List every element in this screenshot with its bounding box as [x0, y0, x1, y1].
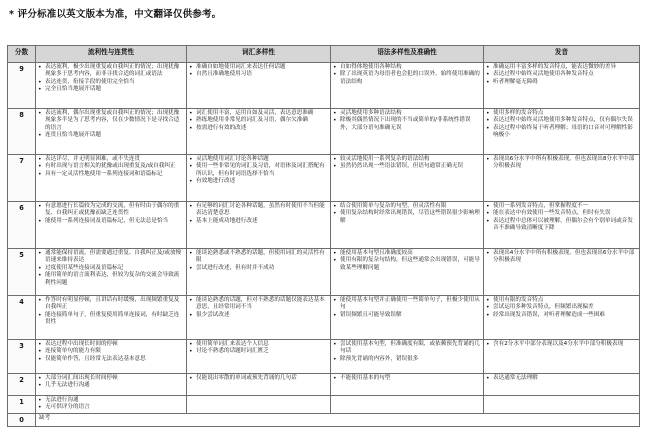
descriptor-list [333, 156, 481, 171]
descriptor-list [333, 250, 481, 272]
descriptor-list [38, 250, 184, 287]
descriptor-list [486, 64, 637, 86]
descriptor-item: • 除预先背诵的内容外，错误很多 [333, 356, 481, 363]
descriptor-item: • 作答时有明显停顿，且讲话有时缓慢，出现频繁重复及自我纠正 [38, 297, 184, 312]
descriptor-item: • 灵活地使用词汇讨论各种话题 [189, 156, 328, 163]
descriptor-item: • 几乎无法进行沟通 [38, 382, 184, 389]
descriptor-cell-lexical [187, 109, 331, 155]
table-row [8, 296, 640, 340]
descriptor-item: • 具有一定灵活性地使用一系列连接词和语篇标记 [38, 171, 184, 178]
table-row [8, 249, 640, 296]
descriptor-cell-grammar [331, 340, 484, 374]
descriptor-item: • 过度使用某些连接词及语篇标记 [38, 265, 184, 272]
descriptor-item: • 表达流利，偶尔出现重复或自我纠正的情况；出现犹豫现象多半是为了思考内容，仅在少数情况下是寻找合适的语言 [38, 110, 184, 132]
descriptor-item: • 尝试进行改述，但有时并不成功 [189, 265, 328, 272]
descriptor-item: • 尝试使用基本句型，但准确度有限，或依赖预先背诵的几句话 [333, 341, 481, 356]
descriptor-item: • 使用有限的复杂句结构，但这些通常会出现错误，可能导致某些理解问题 [333, 257, 481, 272]
descriptor-cell-lexical [187, 249, 331, 296]
descriptor-list [333, 203, 481, 225]
descriptor-cell-fluency [36, 396, 187, 414]
descriptor-list [486, 297, 637, 319]
descriptor-list [189, 64, 328, 79]
descriptor-item: • 连接简单句的能力有限 [38, 348, 184, 355]
descriptor-item: • 大部分词汇间出现长时间停顿 [38, 375, 184, 382]
band-score: 8 [8, 109, 36, 155]
descriptor-item: • 错误频繁且可能导致误解 [333, 312, 481, 319]
descriptor-list [486, 110, 637, 140]
descriptor-item: • 使用多样的发音特点 [486, 110, 637, 117]
descriptor-item: • 使用一系列发音特点，但掌握程度不一 [486, 203, 637, 210]
descriptor-item: • 能用简单的语言流利表达，但较为复杂的交流会导致流利性问题 [38, 272, 184, 287]
band-score: 9 [8, 63, 36, 109]
descriptor-cell-pronunciation [484, 340, 640, 374]
descriptor-cell-lexical [187, 396, 331, 414]
descriptor-cell-pronunciation [484, 396, 640, 414]
band-score: 2 [8, 374, 36, 396]
descriptor-cell-fluency [36, 202, 187, 249]
descriptor-cell-grammar [331, 396, 484, 414]
descriptor-item: • 连贯且恰当地展开话题 [38, 132, 184, 139]
descriptor-list [38, 203, 184, 225]
band-score: 1 [8, 396, 36, 414]
descriptor-cell-pronunciation [484, 202, 640, 249]
descriptor-cell-grammar [331, 109, 484, 155]
descriptor-cell-pronunciation [484, 63, 640, 109]
descriptor-cell-fluency [36, 340, 187, 374]
table-row [8, 340, 640, 374]
descriptor-list [38, 341, 184, 363]
descriptor-item: • 表达连贯，衔接手段的使用完全恰当 [38, 79, 184, 86]
descriptor-list [486, 203, 637, 233]
descriptor-item: • 表达过程中始终灵活地使用多种发音特点，仅有偶尔失误 [486, 117, 637, 124]
descriptor-cell-fluency [36, 296, 187, 340]
descriptor-item: • 经常出现发音错误，对听者理解造成一些困难 [486, 312, 637, 319]
descriptor-item: • 结合使用简单与复杂的句型，但灵活性有限 [333, 203, 481, 210]
descriptor-item: • 除了出现英语为母语者也会犯的口误外，始终使用准确的语法结构 [333, 71, 481, 86]
table-row [8, 109, 640, 155]
descriptor-list [189, 203, 328, 225]
descriptor-list [333, 341, 481, 363]
descriptor-list [333, 375, 481, 382]
band-score: 3 [8, 340, 36, 374]
band-description: 缺考 [36, 414, 640, 427]
descriptor-item: • 表达过程中出现长时间的停顿 [38, 341, 184, 348]
descriptor-list [333, 110, 481, 132]
descriptor-list [189, 110, 328, 132]
descriptor-item: • 使用简单词汇来表达个人信息 [189, 341, 328, 348]
descriptor-item: • 准确运用丰富多样的发音特点，能表达微妙的差异 [486, 64, 637, 71]
descriptor-cell-pronunciation [484, 296, 640, 340]
descriptor-item: • 使用复杂结构时经常出现错误，尽管这些错误很少影响理解 [333, 210, 481, 225]
band-score: 5 [8, 249, 36, 296]
descriptor-item: • 自然且准确地使用习语 [189, 71, 328, 78]
band-score: 0 [8, 414, 36, 427]
descriptor-list [38, 297, 184, 327]
descriptor-list [189, 297, 328, 319]
descriptor-cell-fluency [36, 155, 187, 202]
descriptor-item: • 能谈论熟悉或不熟悉的话题，但使用词汇的灵活性有限 [189, 250, 328, 265]
header-pronunciation: 发音 [484, 46, 640, 63]
descriptor-item: • 表达详尽，并无明显困难，或不失连贯 [38, 156, 184, 163]
descriptor-cell-lexical [187, 374, 331, 396]
descriptor-item: • 通常能保持语流，但需要通过重复、自我纠正及/或放慢语速来维持表达 [38, 250, 184, 265]
descriptor-item: • 表达过程中始终灵活地使用各种发音特点 [486, 71, 637, 78]
descriptor-item: • 使用有限的发音特点 [486, 297, 637, 304]
descriptor-list [38, 156, 184, 178]
header-fluency-coherence: 流利性与连贯性 [36, 46, 187, 63]
descriptor-item: • 含有2分水平中部分表现以及4分水平中部分积极表现 [486, 341, 637, 348]
descriptor-cell-grammar [331, 155, 484, 202]
header-lexical-resource: 词汇多样性 [187, 46, 331, 63]
descriptor-item: • 自如得体地使用各种结构 [333, 64, 481, 71]
descriptor-cell-pronunciation [484, 155, 640, 202]
descriptor-item: • 能使用基本句型且准确度较高 [333, 250, 481, 257]
descriptor-item: • 尝试运用多种发音特点，但频繁出现偏差 [486, 304, 637, 311]
descriptor-item: • 熟练地使用非常见的词汇及习语，偶尔欠准确 [189, 117, 328, 124]
descriptor-item: • 仅能说出零散的单词或预先背诵的几句话 [189, 375, 328, 382]
table-body [8, 63, 640, 427]
band-descriptors-table [7, 45, 640, 427]
descriptor-item: • 词汇使用丰富，运用自如及灵活，表达意思准确 [189, 110, 328, 117]
descriptor-cell-pronunciation [484, 249, 640, 296]
descriptor-item: • 准确自如地使用词汇来表达任何话题 [189, 64, 328, 71]
descriptor-cell-pronunciation [484, 109, 640, 155]
descriptor-item: • 能使用一系列连接词及语篇标记，但无法总是恰当 [38, 218, 184, 225]
descriptor-list [189, 250, 328, 272]
descriptor-cell-fluency [36, 249, 187, 296]
table-row [8, 396, 640, 414]
descriptor-list [333, 64, 481, 86]
descriptor-item: • 表达过程中总体可以被理解，但偶尔会有个别单词或音发音不准确导致清晰度下降 [486, 218, 637, 233]
band-score: 7 [8, 155, 36, 202]
descriptor-item: • 有足够的词汇讨论各种话题，虽然有时使用不当但能表达清楚意思 [189, 203, 328, 218]
descriptor-list [486, 341, 637, 348]
descriptor-item: • 能在表达中有效使用一些发音特点，但时有失误 [486, 210, 637, 217]
descriptor-item: • 能谈论熟悉的话题，但对不熟悉的话题仅能表达基本意思，且经常用词不当 [189, 297, 328, 312]
descriptor-item: • 表现出6分水平中所有积极表现，但也表现出8分水平中部分积极表现 [486, 156, 637, 171]
band-score: 6 [8, 202, 36, 249]
descriptor-cell-pronunciation [484, 374, 640, 396]
descriptor-list [38, 375, 184, 390]
band-score: 4 [8, 296, 36, 340]
descriptor-cell-lexical [187, 63, 331, 109]
descriptor-item: • 除极其偶然情况下出现的不当或简单的/非系统性错误外，大部分语句准确无误 [333, 117, 481, 132]
table-row [8, 155, 640, 202]
table-row [8, 414, 640, 427]
descriptor-item: • 不能使用基本的句型 [333, 375, 481, 382]
descriptor-item: • 很少尝试改述 [189, 312, 328, 319]
header-score: 分数 [8, 46, 36, 63]
translation-note: * 评分标准以英文版本为准，中文翻译仅供参考。 [9, 9, 222, 20]
descriptor-list [486, 375, 637, 382]
table-row [8, 374, 640, 396]
descriptor-cell-grammar [331, 374, 484, 396]
table-row [8, 63, 640, 109]
descriptor-cell-grammar [331, 63, 484, 109]
descriptor-item: • 无法进行沟通 [38, 397, 184, 404]
descriptor-cell-grammar [331, 249, 484, 296]
descriptor-item: • 能使用基本句型并正确使用一些简单句子，但极少使用从句 [333, 297, 481, 312]
descriptor-list [486, 250, 637, 265]
descriptor-item: • 使用一些非常见的词汇及习语，对语体及词汇搭配有所认识，但有时词语选择不恰当 [189, 163, 328, 178]
descriptor-cell-lexical [187, 340, 331, 374]
descriptor-item: • 表现出4分水平中所有积极表现，但也表现出6分水平中部分积极表现 [486, 250, 637, 265]
descriptor-item: • 较灵活地使用一系列复杂的语法结构 [333, 156, 481, 163]
descriptor-cell-lexical [187, 296, 331, 340]
descriptor-list [486, 156, 637, 171]
table-row [8, 202, 640, 249]
descriptor-item: • 基本上能成功地进行改述 [189, 218, 328, 225]
descriptor-cell-grammar [331, 296, 484, 340]
descriptor-list [189, 375, 328, 382]
descriptor-item: • 讨论不熟悉的话题时词汇匮乏 [189, 348, 328, 355]
descriptor-item: • 仅能简单作答，且经常无法表达基本意思 [38, 356, 184, 363]
descriptor-item: • 有效地进行改述 [189, 178, 328, 185]
descriptor-item: • 能连接简单句子，但重复使用简单连接词，有时缺乏连贯性 [38, 312, 184, 327]
descriptor-list [38, 110, 184, 140]
descriptor-list [38, 64, 184, 94]
descriptor-item: • 虽然仍然出现一些语法错误，但语句通常正确无误 [333, 163, 481, 170]
descriptor-item: • 灵活地使用多种语法结构 [333, 110, 481, 117]
descriptor-item: • 无可供评分的语言 [38, 404, 184, 411]
descriptor-cell-fluency [36, 63, 187, 109]
descriptor-cell-lexical [187, 155, 331, 202]
descriptor-cell-fluency [36, 374, 187, 396]
descriptor-list [38, 397, 184, 412]
descriptor-item: • 完全且恰当地展开话题 [38, 86, 184, 93]
descriptor-cell-fluency [36, 109, 187, 155]
descriptor-list [189, 341, 328, 356]
descriptor-list [333, 297, 481, 319]
descriptor-item: • 表达通常无法理解 [486, 375, 637, 382]
descriptor-item: • 按需进行有效的改述 [189, 125, 328, 132]
descriptor-cell-lexical [187, 202, 331, 249]
descriptor-item: • 表达流利，极少出现重复或自我纠正的情况；出现犹豫现象多于思考内容，而非寻找合适的词汇或语法 [38, 64, 184, 79]
descriptor-item: • 有意愿进行长篇较为完成的交流，但有时由于偶尔的重复、自我纠正或犹豫而缺乏连贯性 [38, 203, 184, 218]
descriptor-item: • 有时出现与语言相关的犹豫或出现重复及/或自我纠正 [38, 163, 184, 170]
descriptor-item: • 表达过程中始终易于听者理解；母语的口音对可理解性影响极小 [486, 125, 637, 140]
header-grammar: 语法多样性及准确性 [331, 46, 484, 63]
descriptor-list [189, 156, 328, 186]
header-row [8, 46, 640, 63]
descriptor-item: • 听者理解毫无障碍 [486, 79, 637, 86]
descriptor-cell-grammar [331, 202, 484, 249]
